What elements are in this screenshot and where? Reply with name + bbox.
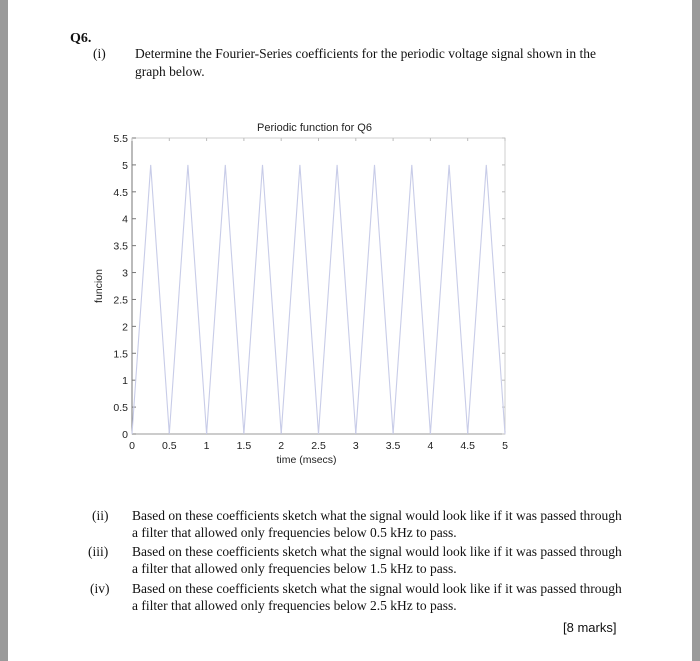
x-tick-label: 1.5	[236, 440, 252, 452]
part-i-line2: graph below.	[135, 64, 205, 79]
x-tick-label: 2	[278, 440, 285, 452]
x-tick-label: 4	[427, 440, 434, 452]
y-tick-label: 4.5	[113, 186, 128, 199]
part-ii-line1: Based on these coefficients sketch what the signal would look like if it was passed through	[132, 508, 622, 523]
x-tick-label: 0	[129, 440, 135, 452]
part-iv-line2: a filter that allowed only frequencies below 2.5 kHz to pass.	[132, 598, 457, 613]
x-tick-label: 5	[502, 440, 508, 452]
y-tick-label: 3	[122, 267, 128, 280]
part-iv-line1: Based on these coefficients sketch what the signal would look like if it was passed through	[132, 581, 622, 596]
y-tick-label: 4	[122, 213, 128, 226]
x-tick-label: 3	[352, 440, 359, 452]
x-tick-label: 1	[203, 440, 210, 452]
x-tick-label: 4.5	[460, 440, 476, 452]
question-number: Q6.	[70, 31, 92, 46]
y-tick-label: 0.5	[113, 402, 128, 415]
y-tick-label: 3.5	[113, 240, 128, 253]
part-iv-label: (iv)	[90, 581, 110, 596]
x-tick-label: 0.5	[161, 440, 177, 452]
part-i-line1: Determine the Fourier-Series coefficients for the periodic voltage signal shown in the	[135, 46, 596, 61]
y-tick-label: 5.5	[113, 133, 128, 145]
part-iii-line2: a filter that allowed only frequencies below 1.5 kHz to pass.	[132, 561, 457, 576]
y-tick-label: 1	[122, 375, 128, 388]
chart-title: Periodic function for Q6	[257, 122, 372, 134]
y-tick-label: 2.5	[113, 294, 128, 307]
marks-label: [8 marks]	[563, 620, 617, 635]
part-i-label: (i)	[93, 46, 106, 61]
y-tick-label: 1.5	[113, 348, 128, 361]
y-axis-label: funcion	[93, 269, 105, 303]
y-tick-label: 2	[122, 321, 128, 334]
fourier-chart	[8, 0, 692, 480]
part-iii-line1: Based on these coefficients sketch what the signal would look like if it was passed through	[132, 544, 622, 559]
y-tick-label: 0	[122, 429, 128, 441]
part-ii-label: (ii)	[92, 508, 109, 523]
part-ii-line2: a filter that allowed only frequencies below 0.5 kHz to pass.	[132, 525, 457, 540]
plot-frame	[132, 138, 505, 434]
question-sheet	[8, 0, 692, 661]
x-tick-label: 3.5	[385, 440, 401, 452]
x-axis-label: time (msecs)	[276, 454, 337, 466]
y-tick-label: 5	[122, 159, 128, 172]
x-tick-label: 2.5	[311, 440, 326, 452]
part-iii-label: (iii)	[88, 544, 109, 559]
series-line	[132, 165, 505, 434]
